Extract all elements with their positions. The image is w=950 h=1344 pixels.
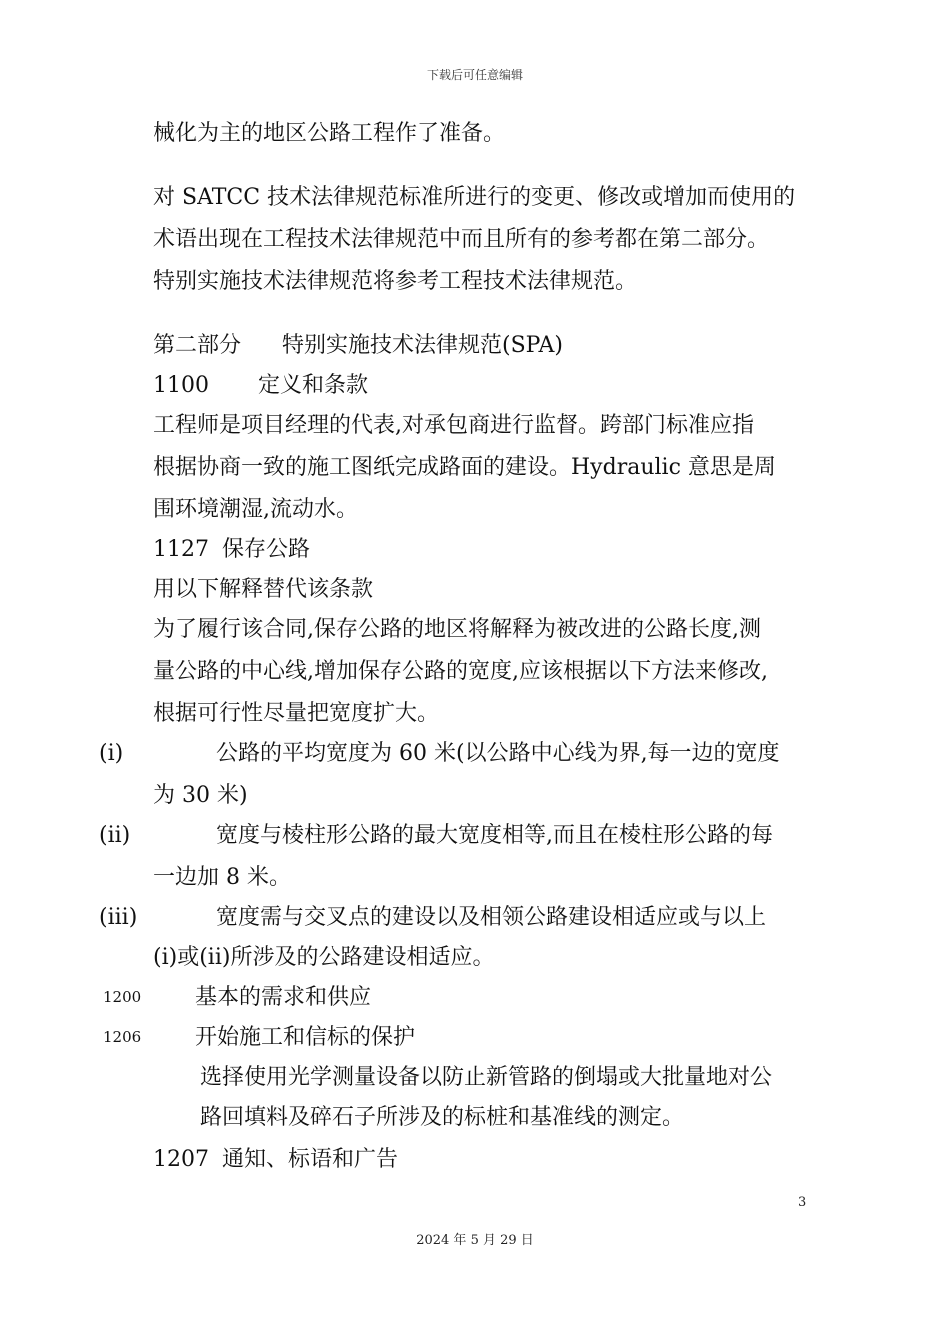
section-title: 保存公路 — [222, 537, 311, 562]
paragraph-line: 根据可行性尽量把宽度扩大。 — [153, 701, 440, 726]
list-item-text: (i)或(ii)所涉及的公路建设相适应。 — [153, 945, 495, 970]
list-item-text: 宽度与棱柱形公路的最大宽度相等,而且在棱柱形公路的每 — [216, 823, 773, 848]
section-number: 1127 — [153, 537, 209, 562]
list-item-text: 宽度需与交叉点的建设以及相领公路建设相适应或与以上 — [216, 905, 767, 930]
paragraph-line: 用以下解释替代该条款 — [153, 577, 374, 602]
paragraph-line: 路回填料及碎石子所涉及的标桩和基准线的测定。 — [200, 1105, 685, 1130]
paragraph-line: 为了履行该合同,保存公路的地区将解释为被改进的公路长度,测 — [153, 617, 761, 642]
paragraph-line: 工程师是项目经理的代表,对承包商进行监督。跨部门标准应指 — [153, 413, 754, 438]
list-item-label: (ii) — [99, 823, 131, 848]
list-item-text: 一边加 8 米。 — [153, 865, 291, 890]
section-number: 1200 — [103, 988, 142, 1006]
part-heading-label: 第二部分 — [153, 333, 242, 358]
section-number: 1207 — [153, 1147, 209, 1172]
page-number: 3 — [798, 1195, 807, 1210]
page-header: 下载后可任意编辑 — [426, 68, 523, 82]
section-number: 1206 — [103, 1028, 142, 1046]
paragraph-line: 量公路的中心线,增加保存公路的宽度,应该根据以下方法来修改, — [153, 659, 768, 684]
section-title: 定义和条款 — [258, 373, 369, 398]
page-footer-date: 2024 年 5 月 29 日 — [416, 1233, 534, 1248]
paragraph-line: 围环境潮湿,流动水。 — [153, 497, 358, 522]
list-item-text: 为 30 米) — [153, 783, 248, 808]
section-title: 开始施工和信标的保护 — [195, 1025, 416, 1050]
section-title: 通知、标语和广告 — [222, 1147, 399, 1172]
section-number: 1100 — [153, 373, 209, 398]
paragraph-line: 根据协商一致的施工图纸完成路面的建设。Hydraulic 意思是周 — [153, 455, 776, 480]
part-heading-title: 特别实施技术法律规范(SPA) — [282, 333, 563, 358]
list-item-label: (iii) — [99, 905, 138, 930]
paragraph-line: 特别实施技术法律规范将参考工程技术法律规范。 — [153, 269, 638, 294]
list-item-text: 公路的平均宽度为 60 米(以公路中心线为界,每一边的宽度 — [216, 741, 780, 766]
paragraph-line: 械化为主的地区公路工程作了准备。 — [153, 121, 506, 146]
list-item-label: (i) — [99, 741, 124, 766]
section-title: 基本的需求和供应 — [195, 985, 372, 1010]
paragraph-line: 术语出现在工程技术法律规范中而且所有的参考都在第二部分。 — [153, 227, 770, 252]
paragraph-line: 选择使用光学测量设备以防止新管路的倒塌或大批量地对公 — [200, 1065, 773, 1090]
paragraph-line: 对 SATCC 技术法律规范标准所进行的变更、修改或增加而使用的 — [153, 185, 796, 210]
